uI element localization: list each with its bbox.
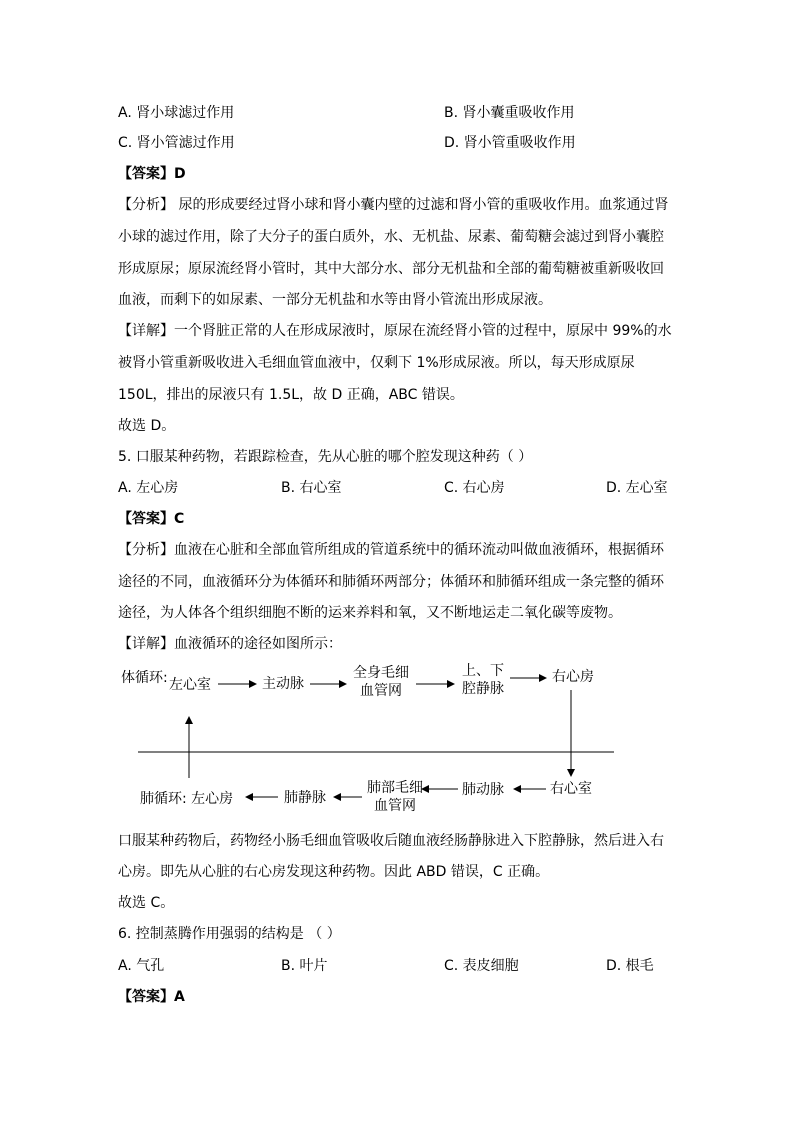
q4-answer: 【答案】D <box>118 166 186 182</box>
q5-analysis-line: 【分析】血液在心脏和全部血管所组成的管道系统中的循环流动叫做血液循环，根据循环 <box>118 542 664 558</box>
vena-cava-line: 上、下 <box>462 663 504 679</box>
aorta-label: 主动脉 <box>262 676 304 692</box>
q5-option-c: C. 右心房 <box>444 480 505 496</box>
right-atrium-label: 右心房 <box>552 669 594 685</box>
q6-answer: 【答案】A <box>118 989 185 1005</box>
q6-option-b: B. 叶片 <box>281 958 328 974</box>
q4-option-a: A. 肾小球滤过作用 <box>118 105 235 121</box>
q4-detail-line: 【详解】一个肾脏正常的人在形成尿液时，原尿在流经肾小管的过程中，原尿中 99%的水 <box>118 323 672 339</box>
q5-option-d: D. 左心室 <box>606 480 668 496</box>
q6-option-a: A. 气孔 <box>118 958 165 974</box>
right-ventricle-label: 右心室 <box>550 781 592 797</box>
vena-cava-label <box>458 662 508 698</box>
left-ventricle-label: 左心室 <box>169 677 211 693</box>
q5-option-b: B. 右心室 <box>281 480 342 496</box>
lung-capillary-label <box>364 779 426 815</box>
q4-analysis-line: 形成原尿；原尿流经肾小管时，其中大部分水、部分无机盐和全部的葡萄糖被重新吸收回 <box>118 261 664 277</box>
systemic-label: 体循环: <box>121 670 168 686</box>
lung-capillary-line: 血管网 <box>374 798 416 814</box>
body-capillary-line: 血管网 <box>360 683 402 699</box>
q4-option-c: C. 肾小管滤过作用 <box>118 135 235 151</box>
pulmonary-vein-label: 肺静脉 <box>284 790 326 806</box>
q5-detail-intro: 【详解】血液循环的途径如图所示： <box>118 636 342 652</box>
q6-question: 6. 控制蒸腾作用强弱的结构是 （ ） <box>118 926 341 942</box>
q4-detail-line: 被肾小管重新吸收进入毛细血管血液中，仅剩下 1%形成尿液。所以，每天形成原尿 <box>118 355 635 371</box>
q4-option-b: B. 肾小囊重吸收作用 <box>444 105 575 121</box>
q5-detail-line: 口服某种药物后，药物经小肠毛细血管吸收后随血液经肠静脉进入下腔静脉，然后进入右 <box>118 833 664 849</box>
q6-option-d: D. 根毛 <box>606 958 654 974</box>
q4-analysis-line: 血液，而剩下的如尿素、一部分无机盐和水等由肾小管流出形成尿液。 <box>118 292 552 308</box>
q5-analysis-line: 途径，为人体各个组织细胞不断的运来养料和氧，又不断地运走二氧化碳等废物。 <box>118 605 622 621</box>
q5-detail-line: 心房。即先从心脏的右心房发现这种药物。因此 ABD 错误，C 正确。 <box>118 864 550 880</box>
q4-analysis-line: 小球的滤过作用，除了大分子的蛋白质外，水、无机盐、尿素、葡萄糖会滤过到肾小囊腔 <box>118 229 664 245</box>
q4-option-d: D. 肾小管重吸收作用 <box>444 135 576 151</box>
pulmonary-artery-label: 肺动脉 <box>462 782 504 798</box>
q5-question: 5. 口服某种药物，若跟踪检查，先从心脏的哪个腔发现这种药（ ） <box>118 449 533 465</box>
vena-cava-line: 腔静脉 <box>462 681 504 697</box>
q4-analysis-line: 【分析】 尿的形成要经过肾小球和肾小囊内壁的过滤和肾小管的重吸收作用。血浆通过肾 <box>118 197 669 213</box>
q5-choose: 故选 C。 <box>118 895 175 911</box>
q5-option-a: A. 左心房 <box>118 480 179 496</box>
q5-answer: 【答案】C <box>118 511 185 527</box>
pulmonary-left-atrium-label: 肺循环: 左心房 <box>140 791 234 807</box>
q4-choose: 故选 D。 <box>118 418 176 434</box>
q5-analysis-line: 途径的不同，血液循环分为体循环和肺循环两部分；体循环和肺循环组成一条完整的循环 <box>118 574 664 590</box>
lung-capillary-line: 肺部毛细 <box>367 780 423 796</box>
q6-option-c: C. 表皮细胞 <box>444 958 519 974</box>
q4-detail-line: 150L，排出的尿液只有 1.5L，故 D 正确，ABC 错误。 <box>118 387 464 403</box>
body-capillary-label <box>350 664 412 700</box>
body-capillary-line: 全身毛细 <box>353 665 409 681</box>
